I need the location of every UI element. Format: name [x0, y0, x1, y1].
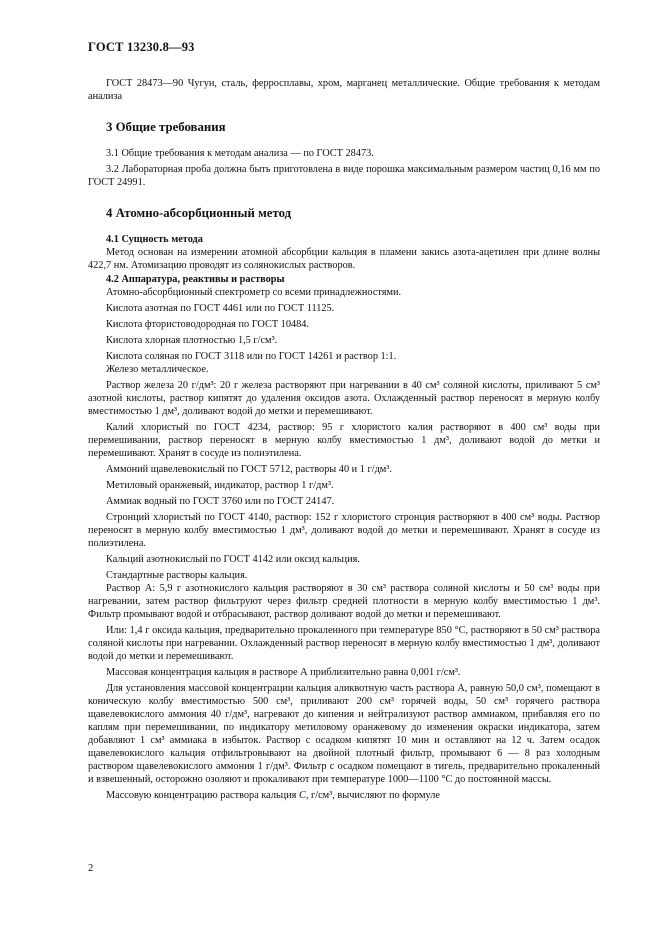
formula-intro: [88, 789, 600, 802]
reagent-item: Аммиак водный по ГОСТ 3760 или по ГОСТ 24147.: [106, 496, 335, 507]
section-4-title: 4 Атомно-абсорбционный метод: [106, 206, 292, 220]
document-header: ГОСТ 13230.8—93: [88, 40, 195, 54]
reagent-item: Кислота хлорная плотностью 1,5 г/см³.: [106, 335, 278, 346]
reagent-item: Раствор железа 20 г/дм³: 20 г железа растворяют при нагревании в 40 см³ соляной кислоты, приливают 5 см³ азотной кислоты, раствор кипятят до удаления оксидов азота. Охлажденный раствор переносят в мерную колбу вместимостью 1 дм³, доливают водой до метки и перемешивают.: [88, 380, 600, 417]
document-page: [88, 40, 600, 802]
reagent-item: Стандартные растворы кальция.: [106, 570, 248, 581]
section-4-1-title: 4.1 Сущность метода: [106, 234, 203, 245]
reagent-item: Раствор А: 5,9 г азотнокислого кальция растворяют в 30 см³ раствора соляной кислоты и 50 см³ воды при нагревании, затем раствор фильтруют через фильтр средней плотности в мерную колбу вместимостью 1 дм³. Фильтр промывают водой и отбрасывают, раствор доливают водой до метки и перемешивают.: [88, 583, 600, 620]
reagent-item: Или: 1,4 г оксида кальция, предварительно прокаленного при температуре 850 °С, растворяют в 50 см³ раствора соляной кислоты при нагревании. Охлажденный раствор переносят в мерную колбу вместимостью 1 дм³, доливают водой до метки и перемешивают.: [88, 625, 600, 662]
reference-paragraph: ГОСТ 28473—90 Чугун, сталь, ферросплавы, хром, марганец металлические. Общие требования к методам анализа: [88, 78, 600, 102]
reagent-item: Аммоний щавелевокислый по ГОСТ 5712, растворы 40 и 1 г/дм³.: [106, 464, 392, 475]
reagent-item: Кальций азотнокислый по ГОСТ 4142 или оксид кальция.: [106, 554, 360, 565]
formula-intro-pre: Массовую концентрацию раствора кальция: [106, 790, 299, 801]
reagent-item: Стронций хлористый по ГОСТ 4140, раствор: 152 г хлористого стронция растворяют в 400 см³ воды. Раствор переносят в мерную колбу вместимостью 1 дм³, доливают водой до метки и перемешивают. Хранят в сосуде из полиэтилена.: [88, 512, 600, 549]
reagent-item: Атомно-абсорбционный спектрометр со всеми принадлежностями.: [106, 287, 402, 298]
reagent-item: Железо металлическое.: [106, 364, 209, 375]
reagent-item: Метиловый оранжевый, индикатор, раствор 1 г/дм³.: [106, 480, 334, 491]
section-4-2-title: 4.2 Аппаратура, реактивы и растворы: [106, 274, 285, 285]
page-number: 2: [88, 863, 94, 874]
reagent-item: Кислота фтористоводородная по ГОСТ 10484.: [106, 319, 309, 330]
reagent-item: Калий хлористый по ГОСТ 4234, раствор: 95 г хлористого калия растворяют в 400 см³ воды при перемешивании, раствор переносят в мерную колбу вместимостью 1 дм³, доливают водой до метки и перемешивают. Хранят в сосуде из полиэтилена.: [88, 422, 600, 459]
reagent-item: Кислота азотная по ГОСТ 4461 или по ГОСТ 11125.: [106, 303, 335, 314]
formula-variable: C: [299, 790, 306, 801]
section-4-1-text: Метод основан на измерении атомной абсорбции кальция в пламени закись азота-ацетилен при длине волны 422,7 нм. Атомизацию проводят из солянокислых растворов.: [88, 247, 600, 271]
reagent-item: Для установления массовой концентрации кальция аликвотную часть раствора А, равную 50,0 см³, помещают в коническую колбу вместимостью 500 см³, приливают 200 см³ горячей воды, 50 см³ горячего раствора щавелевокислого аммония 40 г/дм³, нагревают до кипения и нейтрализуют раствор аммиаком, прибавляя его по каплям при перемешивании, по индикатору метиловому оранжевому до изменения окраски индикатора, затем добавляют 1 см³ аммиака в избыток. Раствор с осадком кипятят 10 мин и оставляют на 12 ч. Затем осадок щавелевокислого кальция отфильтровывают на двойной плотный фильтр, промывают 6 — 8 раз холодным раствором щавелевокислого аммония 1 г/дм³. Фильтр с осадком помещают в тигель, предварительно прокаленный и взвешенный, осторожно озоляют и прокаливают при температуре 1000—1100 °С до постоянной массы.: [88, 683, 600, 785]
section-3-2: 3.2 Лабораторная проба должна быть приготовлена в виде порошка максимальным размером частиц 0,16 мм по ГОСТ 24991.: [88, 164, 600, 188]
section-3-1: 3.1 Общие требования к методам анализа — по ГОСТ 28473.: [106, 148, 374, 159]
reagent-item: Кислота соляная по ГОСТ 3118 или по ГОСТ 14261 и раствор 1:1.: [106, 351, 397, 362]
section-3-title: 3 Общие требования: [106, 120, 226, 134]
reagent-item: Массовая концентрация кальция в растворе А приблизительно равна 0,001 г/см³.: [106, 667, 461, 678]
formula-intro-post: , г/см³, вычисляют по формуле: [305, 790, 440, 801]
